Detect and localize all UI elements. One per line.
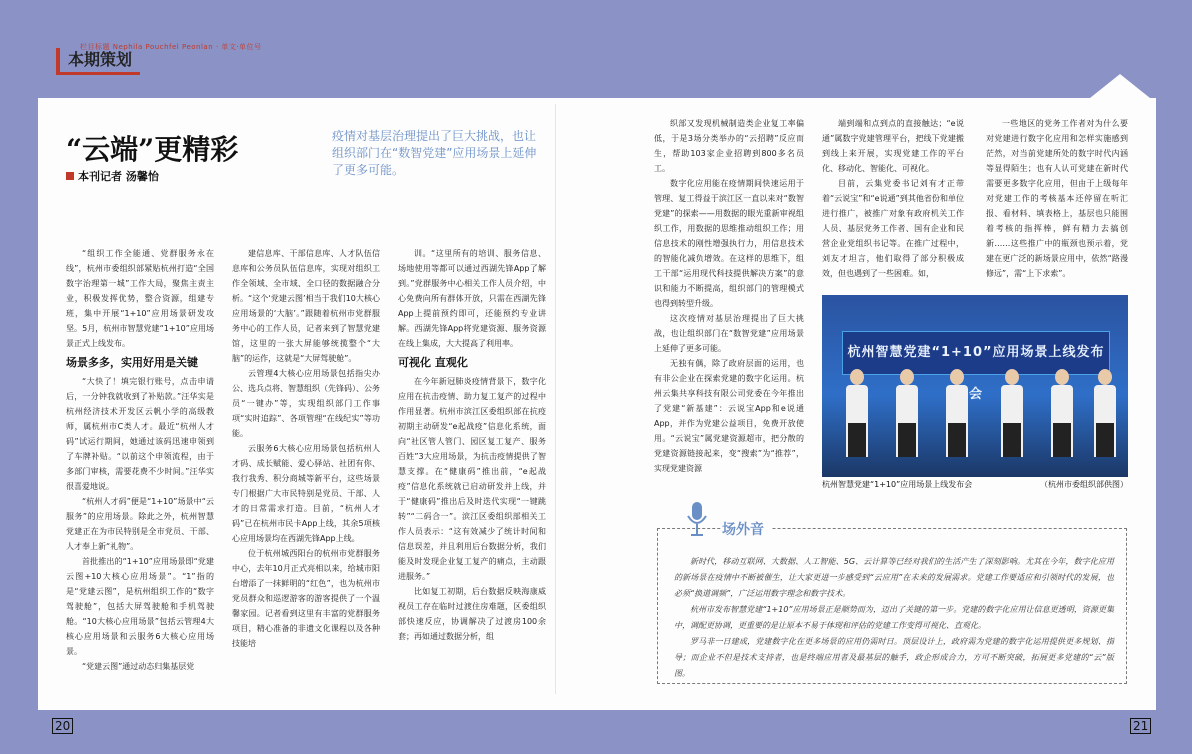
sidebar-paragraph: 杭州市发布智慧党建“1+10”应用场景正是顺势而为，迈出了关键的第一步。党建的数字化应用让信息更透明，资源更集中，调配更协调，更重要的是让原本不易于体现和评估的党建工作变得可视化、直观化。 <box>674 605 1114 630</box>
event-photo <box>822 295 1128 477</box>
article-column-3 <box>398 246 546 644</box>
subheading: 场景多多，实用好用是关键 <box>66 356 198 369</box>
section-label: 本期策划 <box>56 48 140 75</box>
author-text: 本刊记者 汤馨怡 <box>78 170 159 183</box>
person-figure <box>997 369 1027 457</box>
paragraph: 首批推出的“1+10”应用场景即“党建云图+10大核心应用场景”。“1”指的是“党建云图”，是杭州组织工作的“数字驾驶舱”，包括大屏驾驶舱和手机驾驶舱。“10大核心应用场景”包括云管理4大核心应用场景和云服务6大核心应用场景。 <box>66 557 214 656</box>
page-number-right: 21 <box>1130 718 1151 734</box>
paragraph: “大快了！填完银行账号，点击申请后，一分钟我就收到了补贴款。”汪华实是杭州经济技术开发区云帆小学的高级教师，属杭州市C类人才。最近“杭州人才码”试运行期间，她通过该码迅速申领到了车牌补贴。“以前这个申领流程，由于多部门审核，需要花费不少时间。”汪华实很喜爱地说。 <box>66 377 214 491</box>
paragraph: 在今年新冠肺炎疫情背景下，数字化应用在抗击疫情、助力复工复产的过程中作用显著。杭州市滨江区委组织部在抗疫初期主动研发“e起战疫”信息化系统，面向“社区管人管门、园区复工复产、服务百姓”3大应用场景，为抗击疫情提供了智慧支撑。在“健康码”推出前，“e起战疫”信息化系统就已启动研发并上线，并于“健康码”推出后及时迭代实现“一键跳转”“二码合一”。滨江区委组织部相关工作人员表示：“这有效减少了统计时间和信息误差，并且利用后台数据分析，我们能及时发现企业复工复产的痛点，主动跟进服务。” <box>398 377 546 581</box>
paragraph: 云管理4大核心应用场景包括指尖办公、选兵点将、智慧组织（先锋码）、公务员“一键办”等，实现组织部门工作事项“实时追踪”、各项管理“在线纪实”等功能。 <box>232 369 380 438</box>
subheading: 可视化 直观化 <box>398 356 468 369</box>
folded-corner <box>1090 74 1150 98</box>
page-number-left: 20 <box>52 718 73 734</box>
sidebar-title: 场外音 <box>722 520 772 540</box>
photo-banner: 杭州智慧党建“1+10”应用场景上线发布会 <box>842 331 1110 375</box>
paragraph: 比如复工初期，后台数据反映海康威视员工存在临时过渡住房难题，区委组织部快速反应，协调解决了过渡房100余套；再如通过数据分析，组 <box>398 587 546 641</box>
paragraph: 这次疫情对基层治理提出了巨大挑战，也让组织部门在“数智党建”应用场景上延伸了更多可能。 <box>654 314 804 353</box>
column-tagline: 栏目标题 Nephila Pouchfel Peonlan · 单文·单位号 <box>80 43 262 51</box>
author-marker-icon <box>66 172 74 180</box>
article-column-1 <box>66 246 214 674</box>
paragraph: 一些地区的党务工作者对为什么要对党建进行数字化应用和怎样实施感到茫然，对当前党建所处的数字时代内涵等显得陌生；也有人认可党建在新时代需要更多数字化应用，但由于上级每年对党建工作的考核基本还停留在听汇报、看材料、填表格上，基层也只能围着考核的指挥棒，鲜有精力去搞创新……这些推广中的瓶颈也预示着，党建在更广泛的新场景应用中，依然“路漫修远”，需“上下求索”。 <box>986 119 1128 278</box>
photo-caption-row <box>822 479 1128 490</box>
article-column-4 <box>654 116 804 476</box>
person-figure <box>1047 369 1077 457</box>
paragraph: 云服务6大核心应用场景包括杭州人才码、成长赋能、爱心驿站、社团有你、我行我秀、积分商城等新平台，这些场景专门根据广大市民特别是党员、干部、人才的日常需求打造。目前，“杭州人才码”已在杭州市民卡App上线，其余5项核心应用场景均在西湖先锋App上线。 <box>232 444 380 543</box>
photo-caption: 杭州智慧党建“1+10”应用场景上线发布会 <box>822 480 973 489</box>
paragraph: “杭州人才码”便是“1+10”场景中“云服务”的应用场景。除此之外，杭州智慧党建正在为市民特别是全市党员、干部、人才奉上新“礼物”。 <box>66 497 214 551</box>
person-figure <box>1090 369 1120 457</box>
sidebar-paragraph: 新时代，移动互联网、大数据、人工智能、5G、云计算等已经对我们的生活产生了深刻影响。尤其在今年，数字化应用的新场景在疫情中不断被催生，让大家更进一步感受到“云应用”在未来的发展需求。党建工作要适应和引领时代的发展，也必须“换道调频”，广泛运用数字理念和数字技术。 <box>674 557 1114 598</box>
paragraph: 建信息库、干部信息库、人才队伍信息库和公务员队伍信息库，实现对组织工作全领域、全市域、全口径的数据融合分析。“这个‘党建云图’相当于我们10大核心应用场景的‘大脑’。”跟随着杭州市党群服务中心的工作人员，记者来到了智慧党建馆，这里的一张大屏能够统揽整个“大脑”的运作，这就是“大屏驾驶舱”。 <box>232 249 380 363</box>
paragraph: “组织工作全能通、党群服务永在线”，杭州市委组织部紧贴杭州打造“全国数字治理第一城”工作大局，聚焦主责主业，积极发挥优势，整合资源，组建专班，集中开展“1+10”应用场景研发攻坚。5月，杭州市智慧党建“1+10”应用场景正式上线发布。 <box>66 249 214 348</box>
article-column-5 <box>822 116 964 281</box>
article-lead: 疫情对基层治理提出了巨大挑战，也让组织部门在“数智党建”应用场景上延伸了更多可能。 <box>332 129 537 177</box>
paragraph: “党建云图”通过动态归集基层党 <box>82 662 195 671</box>
paragraph: 目前，云集党委书记刘有才正带着“云说宝”和“e说通”到其他省份和单位进行推广，被推广对象有政府机关工作人员、基层党务工作者、国有企业和民营企业党组织书记等。在推广过程中，刘友才坦言，他们取得了部分积极成效，但也遇到了一些困难。如， <box>822 179 964 278</box>
paragraph: 无独有偶，除了政府层面的运用，也有非公企业在探索党建的数字化运用。杭州云集共享科技有限公司党委在今年推出了党建“新基建”：云说宝App和e说通App，并作为党建公益项目，免费开放使用。“云说宝”属党建资源超市，把分散的党建资源链接起来，变“搜索”为“推荐”，实现党建资源 <box>654 359 804 473</box>
article-author <box>66 168 159 184</box>
person-figure <box>842 369 872 457</box>
paragraph: 数字化应用能在疫情期间快速运用于管理、复工得益于滨江区一直以来对“数智党建”的探索——用数据的眼光重新审视组织工作，用数据的思维推动组织工作；用信息技术的刚性增强执行力，用信息技术的智能化减负增效。在这样的思维下，组工干部“运用现代科技提供解决方案”的意识和能力不断提高，组织部门的管理模式也得到转型升级。 <box>654 179 804 308</box>
person-figure <box>942 369 972 457</box>
person-figure <box>892 369 922 457</box>
paragraph: 训。“这里所有的培训、服务信息、场地使用等都可以通过西湖先锋App了解到。”党群服务中心相关工作人员介绍，中心免费向所有群体开放，只需在西湖先锋App上提前预约即可，还能预约专业讲解。西湖先锋App将党建资源、服务资源在线上集成，大大提高了利用率。 <box>398 249 546 348</box>
sidebar-body <box>674 554 1114 682</box>
microphone-icon <box>684 500 710 540</box>
sidebar-paragraph: 罗马非一日建成，党建数字化在更多场景的应用仍需时日。顶层设计上，政府需为党建的数字化运用提供更多规划、指导；而企业不但是技术支持者，也是终端应用者及最基层的触手，政企形成合力，方可不断突破，拓展更多党建的“云”版图。 <box>674 637 1114 678</box>
paragraph: 位于杭州城西阳台的杭州市党群服务中心，去年10月正式亮相以来，给城市阳台增添了一抹鲜明的“红色”，也为杭州市党员群众和巡逻游客的游客提供了一个温馨家园。记者看到这里有丰富的党群服务项目，精心准备的非遗文化课程以及各种技能培 <box>232 549 380 648</box>
article-column-2 <box>232 246 380 651</box>
paragraph: 端到端和点到点的直接触达；“e说通”属数字党建管理平台，把线下党建搬到线上来开展，实现党建工作的平台化、移动化、智能化、可视化。 <box>822 119 964 173</box>
article-title: “云端”更精彩 <box>66 133 239 166</box>
article-column-6 <box>986 116 1128 281</box>
photo-credit: （杭州市委组织部供图） <box>1040 480 1128 489</box>
gutter-divider <box>555 104 556 694</box>
paragraph: 织部又发现机械制造类企业复工率偏低，于是3场分类举办的“云招聘”反应而生，帮助103家企业招聘到800多名员工。 <box>654 119 804 173</box>
